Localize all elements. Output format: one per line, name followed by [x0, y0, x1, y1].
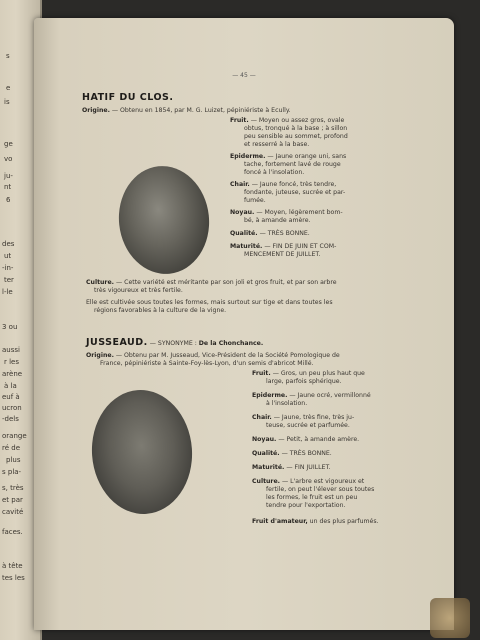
qualite-text: — TRÈS BONNE. — [259, 230, 310, 237]
left-page-text: ge — [4, 140, 13, 148]
section-title-line — [86, 337, 263, 349]
fruit-text: — Moyen ou assez gros, ovale — [250, 117, 345, 124]
left-page-text: ut — [4, 252, 12, 260]
maturite-line — [252, 464, 330, 473]
chair-line: fumée. — [244, 197, 266, 204]
left-page-text: à la — [4, 382, 17, 390]
epiderme-line: à l'insolation. — [266, 400, 308, 407]
left-page-text: 3 ou — [2, 323, 18, 331]
left-page-text: ju- — [4, 172, 13, 180]
chair-line: fondante, juteuse, sucrée et par- — [244, 189, 346, 196]
fruit-line: large, parfois sphérique. — [266, 378, 342, 385]
origine-line: France, pépiniériste à Sainte-Foy-lès-Lyon, d'un semis d'abricot Millé. — [100, 360, 314, 367]
maturite-label: Maturité. — [252, 464, 285, 471]
chair-line: teuse, sucrée et parfumée. — [266, 422, 350, 429]
left-page-text: et par — [2, 496, 23, 504]
maturite-text: — FIN JUILLET. — [286, 464, 331, 471]
left-page-text: -dels — [2, 415, 19, 423]
fruit-label: Fruit. — [230, 117, 249, 124]
left-page-text: plus — [6, 456, 21, 464]
fruit-text: — Gros, un peu plus haut que — [272, 370, 365, 377]
chair-text: — Jaune, très fine, très ju- — [273, 414, 355, 421]
paragraph-line: Elle est cultivée sous toutes les formes, mais surtout sur tige et dans toutes les — [86, 299, 333, 306]
culture-line: très vigoureux et très fertile. — [94, 287, 183, 294]
origine-label: Origine. — [82, 107, 110, 114]
maturite-line: MENCEMENT DE JUILLET. — [244, 251, 321, 258]
left-page-text: arène — [2, 370, 23, 378]
fruit-label: Fruit. — [252, 370, 271, 377]
left-page-text: ucron — [2, 404, 22, 412]
culture-line: les formes, le fruit est un peu — [266, 494, 358, 501]
maturite-text: — FIN DE JUIN ET COM- — [264, 243, 337, 250]
epiderme-label: Epiderme. — [252, 392, 288, 399]
left-page-text: ter — [4, 276, 14, 284]
left-page-text: e — [6, 84, 11, 92]
epiderme-line: foncé à l'insolation. — [244, 169, 305, 176]
left-page-text: euf à — [2, 393, 20, 401]
fruit-line: obtus, tronqué à la base ; à sillon — [244, 125, 348, 132]
synonyme-text: — SYNONYME : — [149, 340, 197, 347]
corner-photo-artifact — [430, 598, 470, 638]
chair-label: Chair. — [252, 414, 272, 421]
noyau-label: Noyau. — [252, 436, 277, 443]
fruit-line: peu sensible au sommet, profond — [244, 133, 348, 140]
synonyme-value: De la Chonchance. — [198, 340, 264, 347]
culture-label: Culture. — [252, 478, 281, 485]
left-page-text: ré de — [2, 444, 21, 452]
left-page-text: s — [6, 52, 10, 60]
qualite-text: — TRÈS BONNE. — [281, 450, 332, 457]
origine-text: — Obtenu par M. Jusseaud, Vice-Président de la Société Pomologique de — [115, 352, 340, 359]
culture-line: tendre pour l'exportation. — [266, 502, 346, 509]
paragraph-line: régions favorables à la culture de la vigne. — [94, 307, 227, 314]
epiderme-line: tache, fortement lavé de rouge — [244, 161, 341, 168]
left-page-text: l-le — [2, 288, 13, 296]
culture-label: Culture. — [86, 279, 115, 286]
origine-line — [82, 107, 291, 116]
fruit-line: et resserré à la base. — [244, 141, 310, 148]
origine-text: — Obtenu en 1854, par M. G. Luizet, pépiniériste à Ecully. — [111, 107, 291, 114]
apricot-photo-jusseaud — [88, 387, 196, 518]
qualite-line — [230, 230, 310, 239]
qualite-line — [252, 450, 332, 459]
qualite-label: Qualité. — [230, 230, 258, 237]
page-number: — 45 — — [232, 72, 256, 79]
epiderme-text: — Jaune ocré, vermillonné — [289, 392, 371, 399]
amateur-line — [252, 518, 379, 527]
left-page-text: nt — [4, 183, 12, 191]
noyau-line — [252, 436, 359, 445]
left-page-text: -in- — [2, 264, 14, 272]
left-page-text: 6 — [6, 196, 11, 204]
chair-label: Chair. — [230, 181, 250, 188]
amateur-text: un des plus parfumés. — [309, 518, 379, 525]
epiderme-text: — Jaune orange uni, sans — [267, 153, 347, 160]
amateur-label: Fruit d'amateur, — [252, 518, 308, 525]
book-page — [34, 18, 454, 630]
left-page-text: des — [2, 240, 15, 248]
left-page-text: aussi — [2, 346, 20, 354]
left-page-text: orange — [2, 432, 27, 440]
left-page-text: vo — [4, 155, 13, 163]
left-page-text: is — [4, 98, 10, 106]
apricot-photo-hatif-du-clos — [114, 162, 215, 279]
origine-label: Origine. — [86, 352, 114, 359]
culture-line: fertile, on peut l'élever sous toutes — [266, 486, 375, 493]
qualite-label: Qualité. — [252, 450, 280, 457]
epiderme-label: Epiderme. — [230, 153, 266, 160]
culture-text: — Cette variété est méritante par son joli et gros fruit, et par son arbre — [116, 279, 337, 286]
left-page-text: à tête — [2, 562, 23, 570]
section-title-hatif-du-clos: HATIF DU CLOS. — [82, 92, 174, 103]
noyau-label: Noyau. — [230, 209, 255, 216]
noyau-text: — Moyen, légèrement bom- — [256, 209, 343, 216]
left-page-text: s, très — [2, 484, 24, 492]
noyau-text: — Petit, à amande amère. — [278, 436, 360, 443]
noyau-line: bé, à amande amère. — [244, 217, 311, 224]
left-page-text: s pla- — [2, 468, 22, 476]
chair-text: — Jaune foncé, très tendre, — [251, 181, 337, 188]
culture-text: — L'arbre est vigoureux et — [282, 478, 365, 485]
section-title-jusseaud: JUSSEAUD. — [86, 337, 148, 348]
left-page-text: r les — [4, 358, 20, 366]
left-page-text: faces. — [2, 528, 23, 536]
left-page-text: cavité — [2, 508, 24, 516]
maturite-label: Maturité. — [230, 243, 263, 250]
left-page-text: tes les — [2, 574, 25, 582]
